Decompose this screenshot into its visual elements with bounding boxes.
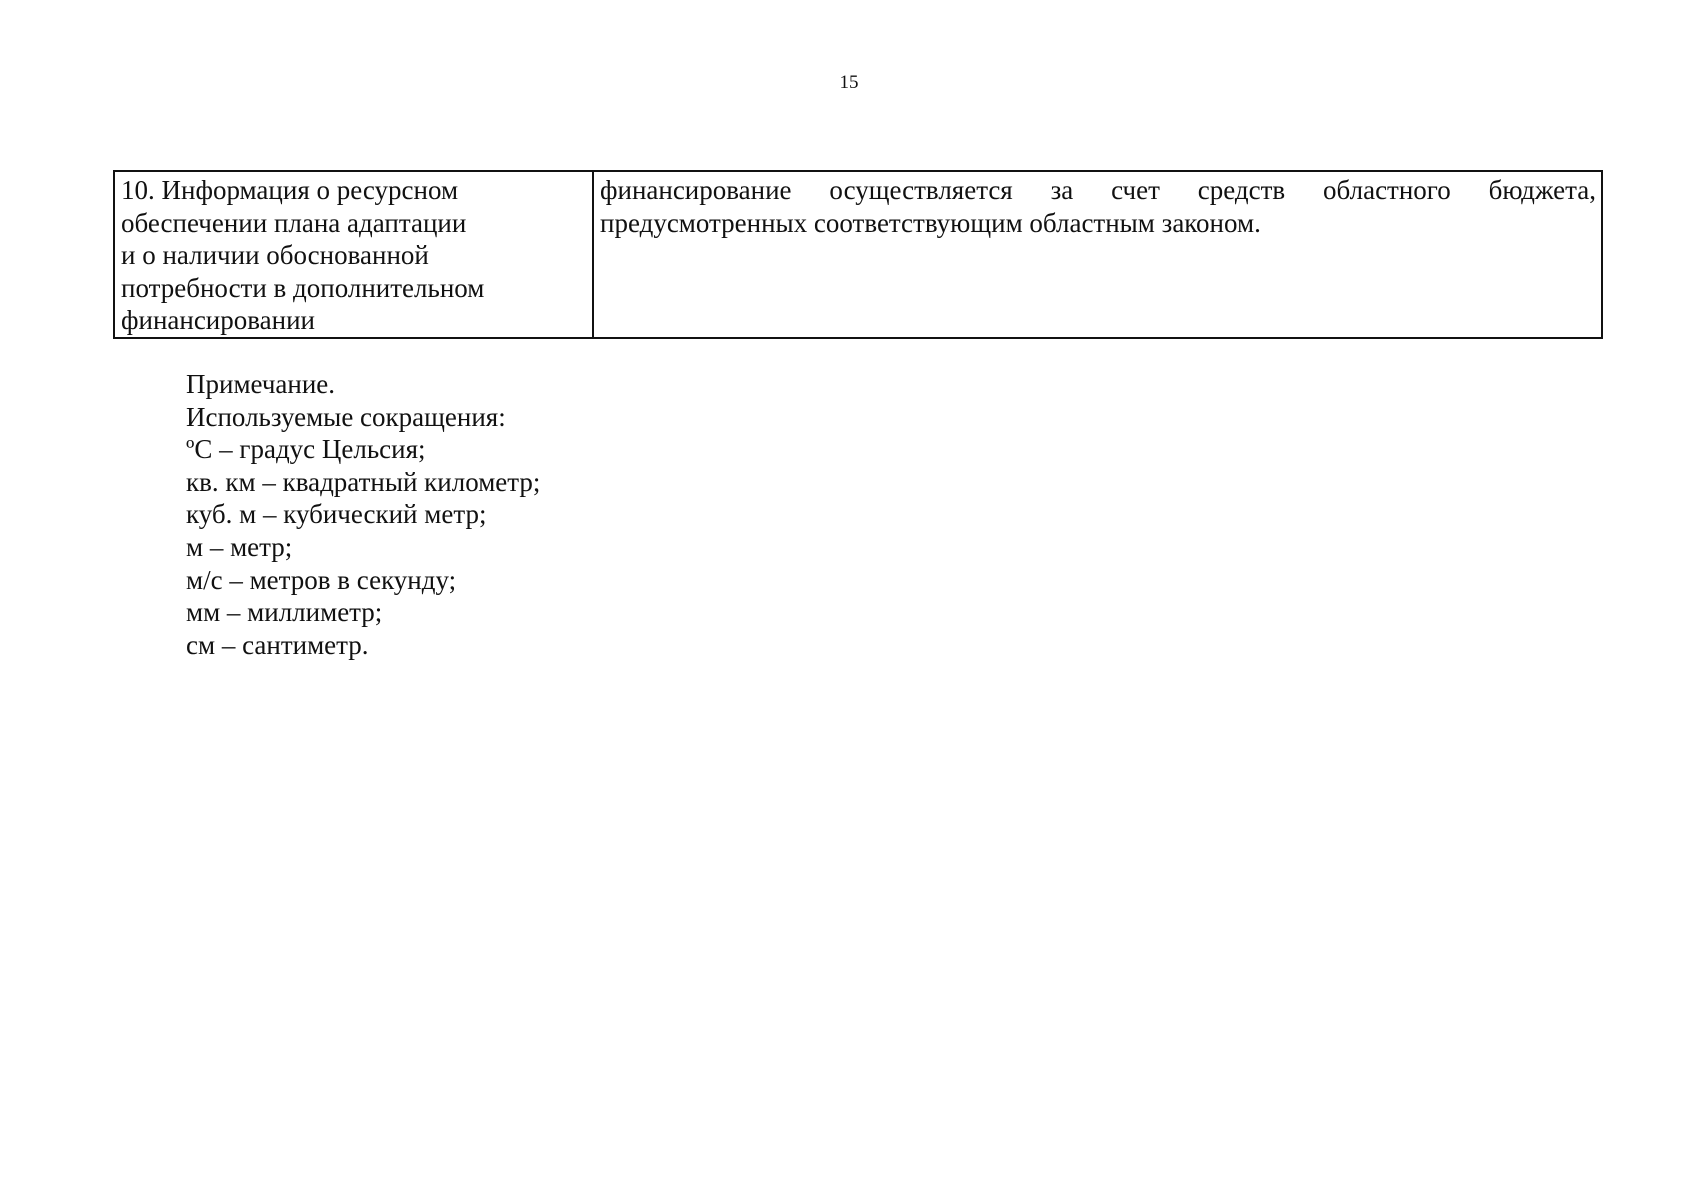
info-table xyxy=(113,170,1603,339)
label-line: и о наличии обоснованной xyxy=(121,240,429,270)
abbreviation-item: куб. м – кубический метр; xyxy=(186,499,487,530)
label-line: финансировании xyxy=(121,305,315,335)
notes-subtitle: Используемые сокращения: xyxy=(186,401,506,432)
abbreviation-item: мм – миллиметр; xyxy=(186,597,383,628)
label-line: 10. Информация о ресурсном xyxy=(121,175,459,205)
notes-title: Примечание. xyxy=(186,369,336,399)
abbreviation-item: ºС – градус Цельсия; xyxy=(186,434,426,465)
table-value-cell: финансирование осуществляется за счет средств областного бюджета, предусмотренных соответствующим областным законом. xyxy=(593,171,1602,338)
label-line: потребности в дополнительном xyxy=(121,272,485,303)
table-label-cell xyxy=(114,171,593,338)
notes-section xyxy=(186,368,540,661)
abbreviation-item: кв. км – квадратный километр; xyxy=(186,466,541,497)
page-number: 15 xyxy=(839,72,859,93)
table-row xyxy=(114,171,1602,338)
abbreviation-item: м – метр; xyxy=(186,531,293,562)
label-line: обеспечении плана адаптации xyxy=(121,207,467,238)
abbreviation-item: см – сантиметр. xyxy=(186,629,369,660)
abbreviation-item: м/с – метров в секунду; xyxy=(186,564,457,595)
